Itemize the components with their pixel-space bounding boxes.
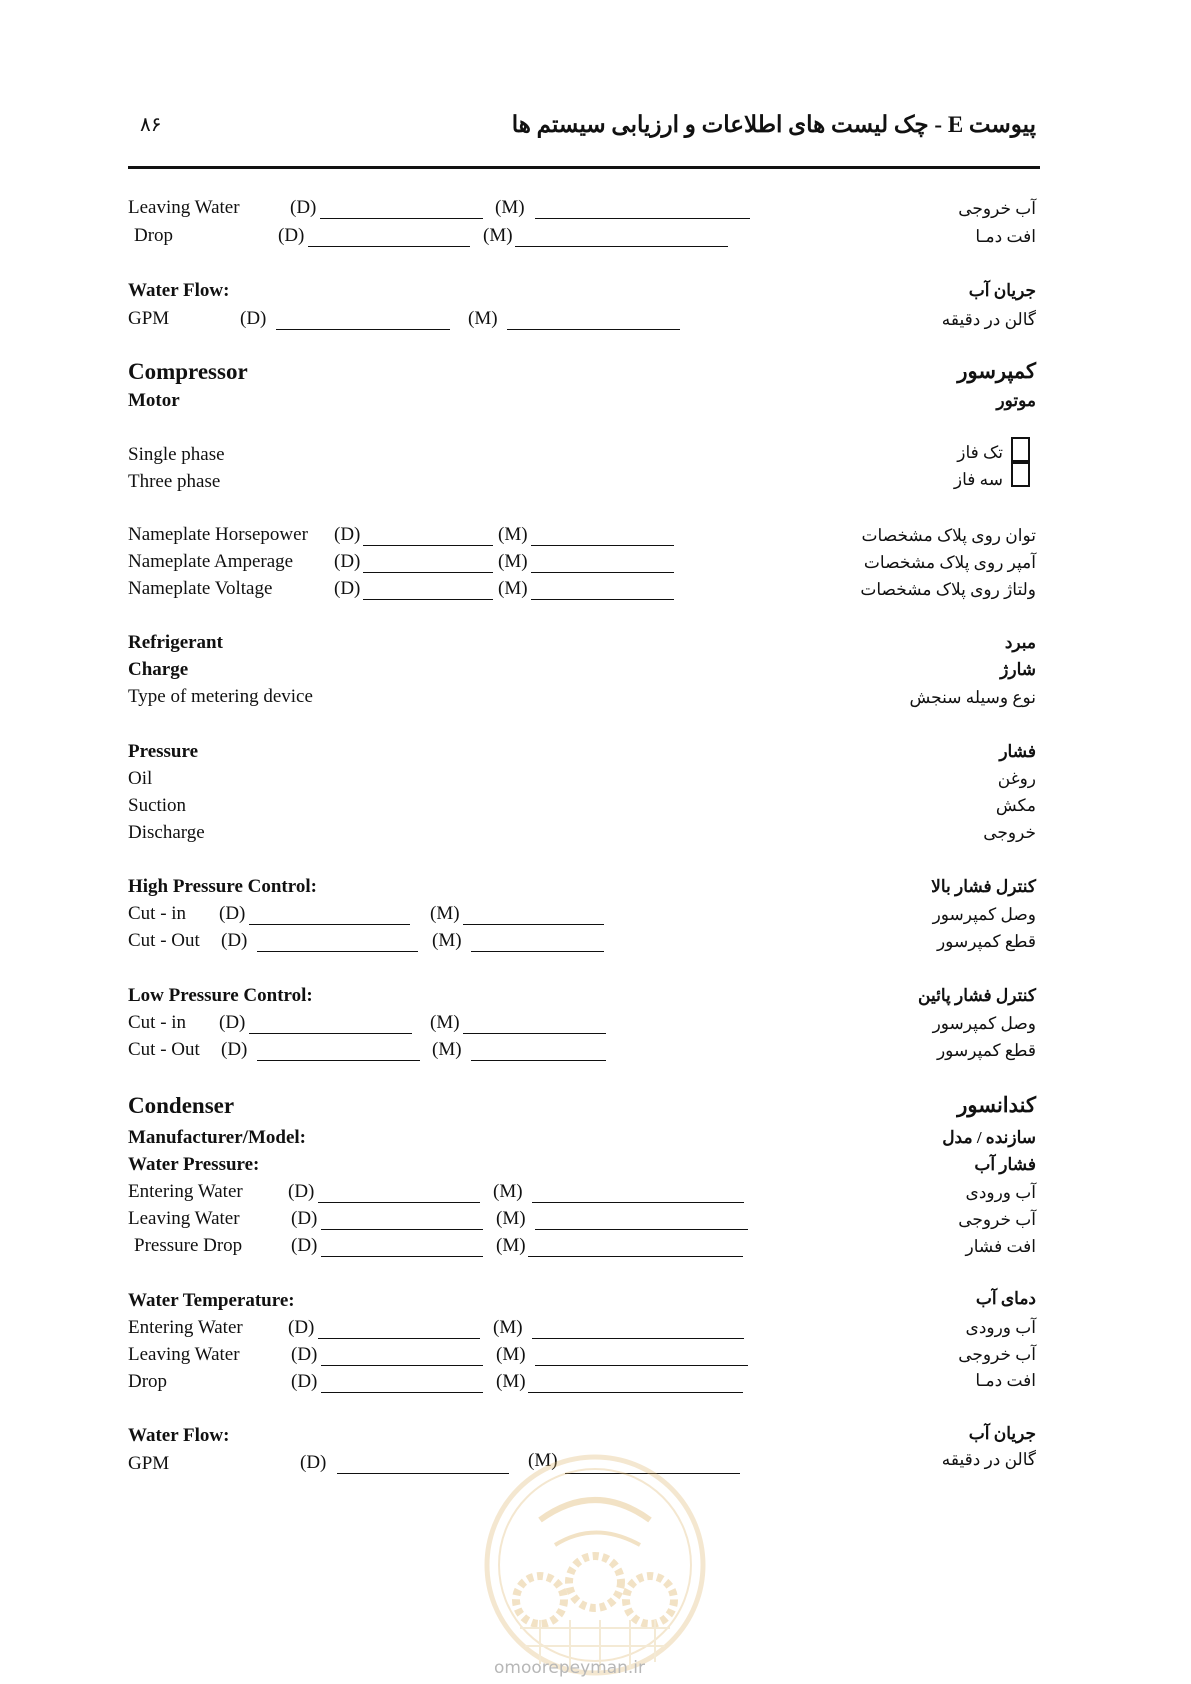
label-cut-in: Cut - in (128, 903, 187, 924)
design-value-field[interactable] (276, 329, 450, 330)
measured-value-field[interactable] (528, 1392, 743, 1393)
section-high-pressure-control-fa: کنترل فشار بالا (931, 877, 1036, 896)
measured-label: (M) (496, 1344, 526, 1365)
label-leaving-water: Leaving Water (128, 1208, 240, 1229)
label-oil: Oil (128, 768, 153, 789)
measured-label: (M) (430, 1012, 460, 1033)
label-refrigerant-fa: مبرد (1004, 633, 1036, 652)
design-label: (D) (288, 1317, 315, 1338)
section-water-pressure-fa: فشار آب (974, 1155, 1036, 1174)
section-water-temperature-fa: دمای آب (975, 1289, 1036, 1308)
label-nameplate-horsepower: Nameplate Horsepower (128, 524, 308, 545)
measured-value-field[interactable] (515, 246, 728, 247)
section-water-pressure: Water Pressure: (128, 1154, 260, 1175)
section-water-flow-fa: جریان آب (968, 1424, 1036, 1443)
label-single-phase: Single phase (128, 444, 225, 465)
label-charge-fa: شارژ (1000, 660, 1036, 679)
section-compressor-fa: کمپرسور (957, 359, 1036, 383)
design-label: (D) (219, 1012, 246, 1033)
label-leaving-water: Leaving Water (128, 197, 240, 218)
label-motor-fa: موتور (996, 391, 1036, 410)
label-nameplate-horsepower-fa: توان روی پلاک مشخصات (861, 526, 1036, 545)
measured-label: (M) (498, 551, 528, 572)
label-cut-out: Cut - Out (128, 1039, 200, 1060)
label-suction-fa: مکش (995, 796, 1036, 815)
page-title: پیوست E - چک لیست های اطلاعات و ارزیابی سیستم ها (511, 112, 1036, 137)
measured-label: (M) (432, 1039, 462, 1060)
measured-label: (M) (483, 225, 513, 246)
label-cut-in-fa: وصل کمپرسور (932, 905, 1036, 924)
watermark-url: omoorepeyman.ir (494, 1658, 646, 1678)
measured-value-field[interactable] (532, 1338, 744, 1339)
label-cut-out-fa: قطع کمپرسور (936, 932, 1036, 951)
label-leaving-water-fa: آب خروجی (958, 1345, 1036, 1364)
label-entering-water: Entering Water (128, 1181, 243, 1202)
label-cut-out: Cut - Out (128, 930, 200, 951)
design-label: (D) (334, 524, 361, 545)
label-drop-fa: افت دمـا (975, 227, 1036, 246)
design-label: (D) (278, 225, 305, 246)
label-oil-fa: روغن (997, 769, 1036, 788)
label-three-phase-fa: سه فاز (953, 470, 1003, 489)
design-value-field[interactable] (249, 924, 410, 925)
design-value-field[interactable] (321, 1392, 483, 1393)
design-value-field[interactable] (320, 218, 483, 219)
measured-label: (M) (493, 1317, 523, 1338)
measured-value-field[interactable] (535, 1229, 748, 1230)
design-value-field[interactable] (363, 572, 493, 573)
measured-label: (M) (496, 1208, 526, 1229)
label-manufacturer-model: Manufacturer/Model: (128, 1127, 306, 1148)
label-leaving-water: Leaving Water (128, 1344, 240, 1365)
design-value-field[interactable] (249, 1033, 412, 1034)
design-value-field[interactable] (321, 1229, 483, 1230)
measured-label: (M) (498, 524, 528, 545)
label-nameplate-voltage-fa: ولتاژ روی پلاک مشخصات (860, 580, 1036, 599)
label-drop: Drop (128, 1371, 168, 1392)
measured-value-field[interactable] (463, 1033, 606, 1034)
design-label: (D) (334, 578, 361, 599)
design-value-field[interactable] (321, 1365, 483, 1366)
measured-value-field[interactable] (528, 1256, 743, 1257)
measured-value-field[interactable] (535, 1365, 748, 1366)
label-motor: Motor (128, 390, 180, 411)
measured-value-field[interactable] (463, 924, 604, 925)
label-metering-device-fa: نوع وسیله سنجش (909, 688, 1036, 707)
section-low-pressure-control-fa: کنترل فشار پائین (918, 986, 1036, 1005)
design-label: (D) (291, 1371, 318, 1392)
measured-value-field[interactable] (507, 329, 680, 330)
label-gpm: GPM (128, 308, 170, 329)
measured-label: (M) (496, 1371, 526, 1392)
measured-value-field[interactable] (532, 1202, 744, 1203)
label-cut-in-fa: وصل کمپرسور (932, 1014, 1036, 1033)
label-pressure-drop: Pressure Drop (134, 1235, 243, 1256)
label-discharge-fa: خروجی (983, 823, 1036, 842)
measured-value-field[interactable] (471, 951, 604, 952)
section-condenser: Condenser (128, 1093, 235, 1118)
measured-label: (M) (495, 197, 525, 218)
label-three-phase: Three phase (128, 471, 221, 492)
section-low-pressure-control: Low Pressure Control: (128, 985, 313, 1006)
measured-value-field[interactable] (471, 1060, 606, 1061)
measured-label: (M) (493, 1181, 523, 1202)
label-nameplate-amperage-fa: آمپر روی پلاک مشخصات (863, 553, 1036, 572)
design-label: (D) (334, 551, 361, 572)
section-condenser-fa: کندانسور (957, 1093, 1036, 1117)
section-water-flow: Water Flow: (128, 280, 230, 301)
design-label: (D) (221, 1039, 248, 1060)
measured-label: (M) (528, 1450, 558, 1471)
design-label: (D) (291, 1235, 318, 1256)
watermark-seal-icon (480, 1450, 710, 1680)
single-phase-checkbox[interactable] (1011, 437, 1030, 462)
label-gpm-fa: گالن در دقیقه (941, 310, 1036, 329)
label-charge: Charge (128, 659, 189, 680)
design-label: (D) (291, 1208, 318, 1229)
design-value-field[interactable] (318, 1202, 480, 1203)
header-rule (128, 166, 1040, 169)
label-pressure-fa: فشار (999, 742, 1036, 761)
measured-value-field[interactable] (531, 599, 674, 600)
measured-value-field[interactable] (531, 545, 674, 546)
section-water-temperature: Water Temperature: (128, 1290, 295, 1311)
label-entering-water-fa: آب ورودی (965, 1183, 1036, 1202)
design-value-field[interactable] (257, 951, 418, 952)
label-entering-water: Entering Water (128, 1317, 243, 1338)
three-phase-checkbox[interactable] (1011, 462, 1030, 487)
design-value-field[interactable] (257, 1060, 420, 1061)
label-manufacturer-model-fa: سازنده / مدل (942, 1128, 1036, 1147)
label-cut-out-fa: قطع کمپرسور (936, 1041, 1036, 1060)
measured-label: (M) (498, 578, 528, 599)
label-leaving-water-fa: آب خروجی (958, 199, 1036, 218)
section-water-flow-fa: جریان آب (968, 281, 1036, 300)
label-gpm: GPM (128, 1453, 170, 1474)
design-value-field[interactable] (321, 1256, 483, 1257)
label-cut-in: Cut - in (128, 1012, 187, 1033)
label-entering-water-fa: آب ورودی (965, 1318, 1036, 1337)
design-label: (D) (300, 1452, 327, 1473)
label-nameplate-amperage: Nameplate Amperage (128, 551, 294, 572)
measured-label: (M) (432, 930, 462, 951)
design-label: (D) (219, 903, 246, 924)
label-discharge: Discharge (128, 822, 205, 843)
design-value-field[interactable] (363, 599, 493, 600)
measured-value-field[interactable] (531, 572, 674, 573)
measured-label: (M) (430, 903, 460, 924)
measured-value-field[interactable] (535, 218, 750, 219)
measured-label: (M) (496, 1235, 526, 1256)
page-number: ۸۶ (140, 114, 162, 136)
design-label: (D) (288, 1181, 315, 1202)
label-pressure-drop-fa: افت فشار (965, 1237, 1036, 1256)
design-label: (D) (221, 930, 248, 951)
label-pressure: Pressure (128, 741, 199, 762)
design-label: (D) (240, 308, 267, 329)
label-suction: Suction (128, 795, 187, 816)
section-high-pressure-control: High Pressure Control: (128, 876, 317, 897)
section-water-flow: Water Flow: (128, 1425, 230, 1446)
design-label: (D) (291, 1344, 318, 1365)
label-metering-device: Type of metering device (128, 686, 313, 707)
label-drop: Drop (134, 225, 174, 246)
measured-label: (M) (468, 308, 498, 329)
design-value-field[interactable] (308, 246, 470, 247)
label-single-phase-fa: تک فاز (957, 443, 1003, 462)
label-gpm-fa: گالن در دقیقه (941, 1450, 1036, 1469)
design-label: (D) (290, 197, 317, 218)
label-drop-fa: افت دمـا (975, 1371, 1036, 1390)
design-value-field[interactable] (318, 1338, 480, 1339)
label-leaving-water-fa: آب خروجی (958, 1210, 1036, 1229)
section-compressor: Compressor (128, 359, 248, 384)
design-value-field[interactable] (363, 545, 493, 546)
label-nameplate-voltage: Nameplate Voltage (128, 578, 273, 599)
label-refrigerant: Refrigerant (128, 632, 223, 653)
